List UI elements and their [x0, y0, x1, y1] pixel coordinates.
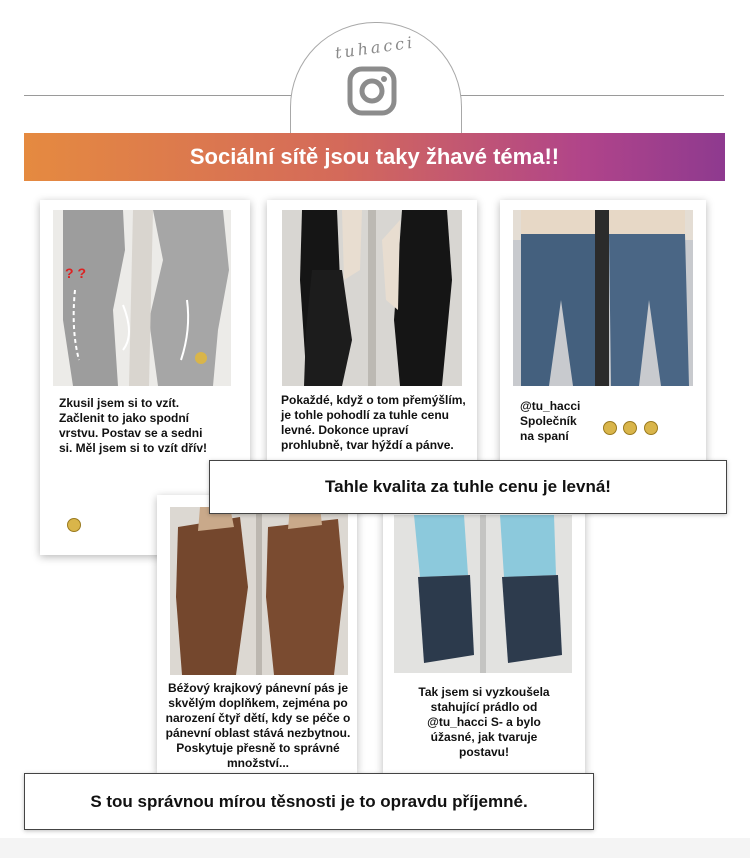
review-photo-2 — [282, 210, 462, 386]
callout-text: Tahle kvalita za tuhle cenu je levná! — [325, 477, 611, 496]
review-photo-5 — [394, 515, 572, 673]
photo-illustration — [513, 210, 693, 386]
callout-price-quality — [209, 460, 727, 514]
review-text-4: Béžový krajkový pánevní pás je skvělým doplňkem, zejména po narození čtyř dětí, kdy se péče o pánevní oblast stává nezbytnou. Poskytuje přesně to správné množství... — [165, 681, 351, 770]
callout-text: S tou správnou mírou těsnosti je to opravdu příjemné. — [90, 791, 528, 811]
emoji-icon — [623, 421, 637, 435]
review-text-5: Tak jsem si vyzkoušela stahující prádlo od @tu_hacci S- a bylo úžasné, jak tvaruje postavu! — [418, 685, 550, 759]
instagram-icon — [347, 66, 397, 116]
banner — [24, 133, 725, 181]
photo-illustration — [53, 210, 231, 386]
review-text-3: Společník na spaní — [520, 414, 577, 443]
photo-illustration — [394, 515, 572, 673]
review-text-1: Zkusil jsem si to vzít. Začlenit to jako spodní vrstvu. Postav se a sedni si. Měl jsem si to vzít dřív! — [59, 396, 208, 455]
bottom-fade — [0, 838, 750, 858]
review-photo-3 — [513, 210, 693, 386]
review-photo-4 — [170, 507, 348, 675]
review-card-4 — [157, 495, 357, 773]
review-text-2: Pokaždé, když o tom přemýšlím, je tohle pohodlí za tuhle cenu levné. Dokonce upraví prohlubně, tvar hýždí a pánve. — [281, 393, 466, 452]
svg-text:? ?: ? ? — [65, 265, 86, 281]
review-photo-1 — [53, 210, 231, 386]
review-card-3 — [500, 200, 706, 480]
emoji-icon — [644, 421, 658, 435]
photo-illustration — [282, 210, 462, 386]
callout-tightness — [24, 773, 594, 830]
emoji-icon — [67, 518, 81, 532]
emoji-row — [601, 419, 658, 437]
review-card-5 — [383, 495, 585, 775]
emoji-icon — [603, 421, 617, 435]
review-handle-3: @tu_hacci — [520, 399, 581, 413]
banner-title: Sociální sítě jsou taky žhavé téma!! — [189, 144, 560, 169]
brand-script: tuhacci — [333, 32, 417, 63]
photo-illustration — [170, 507, 348, 675]
review-card-2 — [267, 200, 477, 480]
